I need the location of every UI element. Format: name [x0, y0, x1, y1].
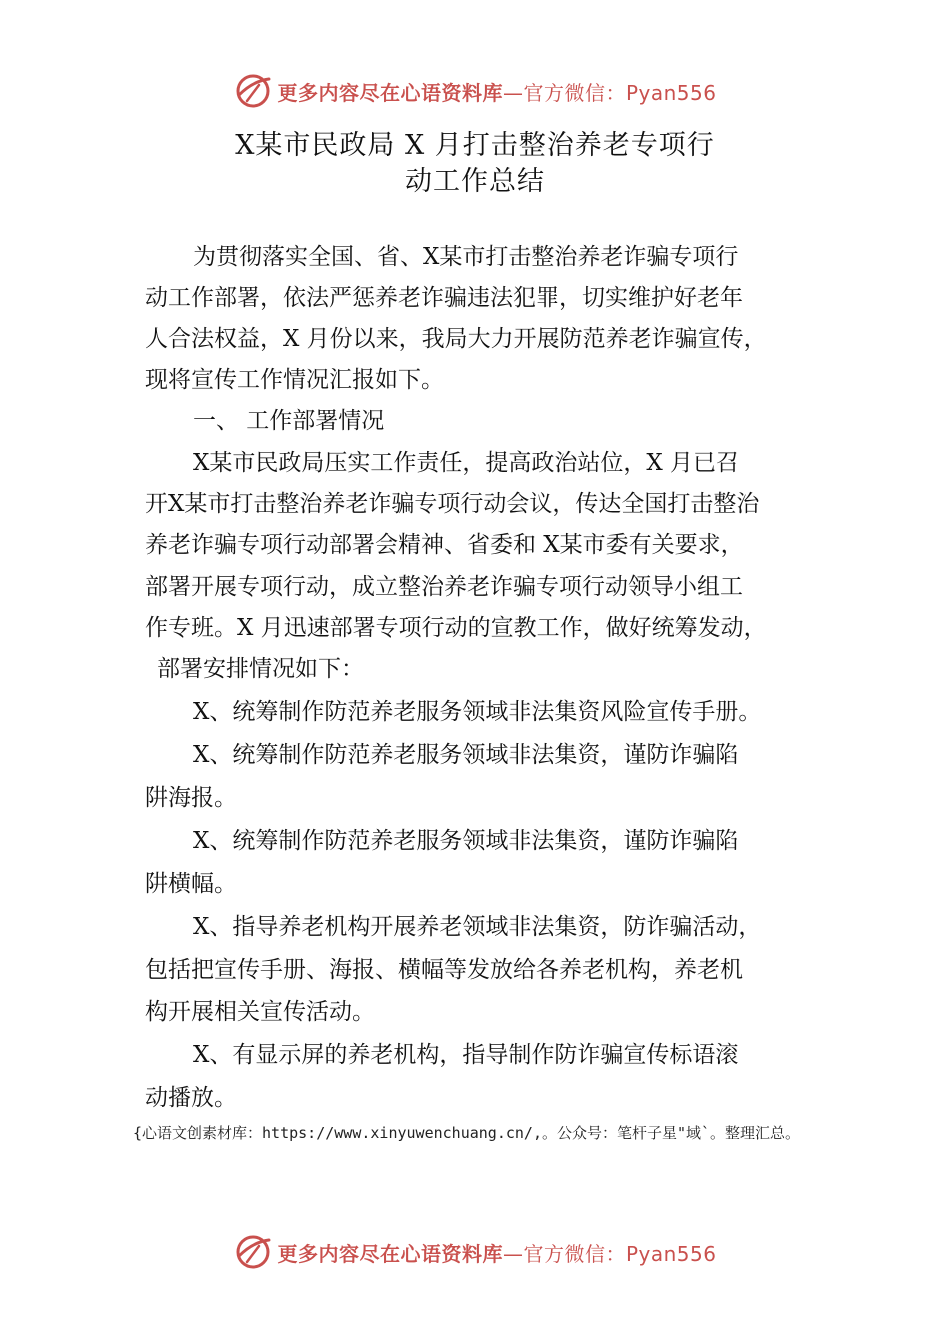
list-item: X、统筹制作防范养老服务领域非法集资，谨防诈骗陷 [193, 828, 739, 854]
source-note: {心语文创素材库：https://www.xinyuwenchuang.cn/,。公众号：笔杆子星"域`。整理汇总。 [133, 1124, 801, 1142]
list-item: X、指导养老机构开展养老领域非法集资，防诈骗活动， [193, 914, 762, 940]
list-item-continuation: 包括把宣传手册、海报、横幅等发放给各养老机构，养老机 [145, 957, 743, 983]
list-item-continuation: 阱横幅。 [145, 871, 237, 897]
footer-banner [0, 1229, 950, 1275]
title-line-2: 动工作总结 [405, 166, 545, 197]
header-banner [0, 68, 950, 114]
brand-logo-icon [233, 71, 273, 111]
list-item: X、统筹制作防范养老服务领域非法集资风险宣传手册。 [193, 699, 762, 725]
brand-logo-icon [233, 1232, 273, 1272]
body-line: 部署开展专项行动，成立整治养老诈骗专项行动领导小组工 [145, 574, 743, 600]
body-line: 开X某市打击整治养老诈骗专项行动会议，传达全国打击整治 [145, 491, 760, 517]
document-title [0, 128, 950, 200]
list-item-continuation: 动播放。 [145, 1085, 237, 1111]
body-line: 动工作部署，依法严惩养老诈骗违法犯罪，切实维护好老年 [145, 285, 743, 311]
banner-text: 更多内容尽在心语资料库—官方微信：Pyan556 [277, 1241, 717, 1266]
body-line: 人合法权益，X 月份以来，我局大力开展防范养老诈骗宣传， [145, 326, 767, 352]
title-line-1: X某市民政局 X 月打击整治养老专项行 [235, 130, 715, 161]
list-item-continuation: 阱海报。 [145, 785, 237, 811]
body-line: 现将宣传工作情况汇报如下。 [145, 367, 444, 393]
body-line: 作专班。X 月迅速部署专项行动的宣教工作，做好统筹发动， [145, 615, 767, 641]
body-line: 为贯彻落实全国、省、X某市打击整治养老诈骗专项行 [193, 244, 739, 270]
body-line: X某市民政局压实工作责任，提高政治站位，X 月已召 [193, 450, 740, 476]
section-heading: 一、 工作部署情况 [193, 408, 385, 434]
list-item: X、有显示屏的养老机构，指导制作防诈骗宣传标语滚 [193, 1042, 739, 1068]
list-item-continuation: 构开展相关宣传活动。 [145, 999, 375, 1025]
body-line: 养老诈骗专项行动部署会精神、省委和 X某市委有关要求， [145, 532, 744, 558]
list-item: X、统筹制作防范养老服务领域非法集资，谨防诈骗陷 [193, 742, 739, 768]
banner-text: 更多内容尽在心语资料库—官方微信：Pyan556 [277, 80, 717, 105]
body-line: 部署安排情况如下： [157, 656, 364, 682]
